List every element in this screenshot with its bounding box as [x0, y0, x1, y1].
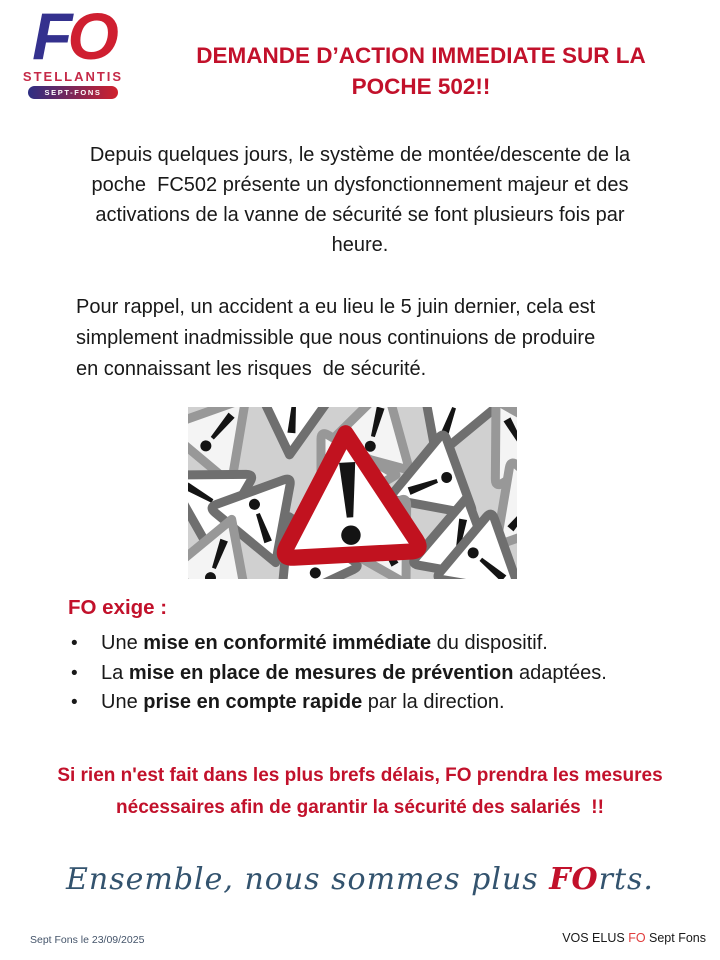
text-line: activations de la vanne de sécurité se font plusieurs fois par [95, 204, 625, 226]
fo-logo-letter-f: F [32, 0, 68, 73]
item-text-bold: mise en conformité immédiate [143, 632, 432, 654]
text-line: Pour rappel, un accident a eu lieu le 5 juin dernier, cela est [76, 296, 596, 318]
text-line: Si rien n'est fait dans les plus brefs délais, FO prendra les mesures [57, 765, 663, 786]
footer-signature-text: VOS ELUS [562, 931, 629, 945]
fo-stellantis-logo [20, 0, 126, 99]
fo-logo-letter-o: O [67, 0, 114, 73]
paragraph-recall [76, 292, 595, 385]
paragraph-intro [0, 140, 720, 260]
text-line: en connaissant les risques de sécurité. [76, 358, 427, 380]
warning-triangles-image [188, 407, 517, 579]
item-text: du dispositif. [431, 632, 548, 654]
page-title [128, 40, 714, 102]
demands-section [68, 596, 607, 718]
slogan-text: Ensemble, nous sommes plus [66, 862, 550, 897]
list-item [68, 629, 607, 659]
logo-septfons-banner: SEPT-FONS [28, 86, 118, 99]
logo-stellantis-label: STELLANTIS [22, 68, 124, 84]
demands-heading: FO exige : [68, 596, 168, 619]
item-text: Une [101, 632, 144, 654]
text-line: poche FC502 présente un dysfonctionnement majeur et des [91, 174, 629, 196]
demands-list [68, 629, 607, 718]
title-line-1: DEMANDE D’ACTION IMMEDIATE SUR LA [196, 43, 646, 68]
footer-signature [562, 931, 706, 945]
ultimatum-text [0, 760, 720, 824]
footer-date: Sept Fons le 23/09/2025 [30, 934, 145, 946]
text-line: Depuis quelques jours, le système de montée/descente de la [89, 144, 631, 166]
fo-logo-text [20, 0, 126, 73]
item-text: adaptées. [513, 661, 607, 684]
slogan-fo-highlight: FO [549, 862, 599, 897]
item-text-bold: prise en compte rapide [143, 691, 363, 713]
slogan-text: rts. [598, 862, 654, 897]
footer-signature-text: Sept Fons [645, 931, 706, 945]
text-line: heure. [331, 234, 389, 256]
title-line-2: POCHE 502!! [351, 74, 491, 99]
item-text: Une [101, 691, 144, 713]
slogan [0, 862, 720, 897]
item-text-bold: mise en place de mesures de prévention [128, 661, 514, 684]
text-line: nécessaires afin de garantir la sécurité des salariés !! [116, 797, 604, 818]
list-item [68, 688, 607, 718]
footer-fo-highlight: FO [628, 931, 646, 945]
text-line: simplement inadmissible que nous continuions de produire [76, 327, 596, 349]
list-item [68, 659, 607, 689]
item-text: par la direction. [362, 691, 505, 713]
item-text: La [101, 661, 129, 684]
